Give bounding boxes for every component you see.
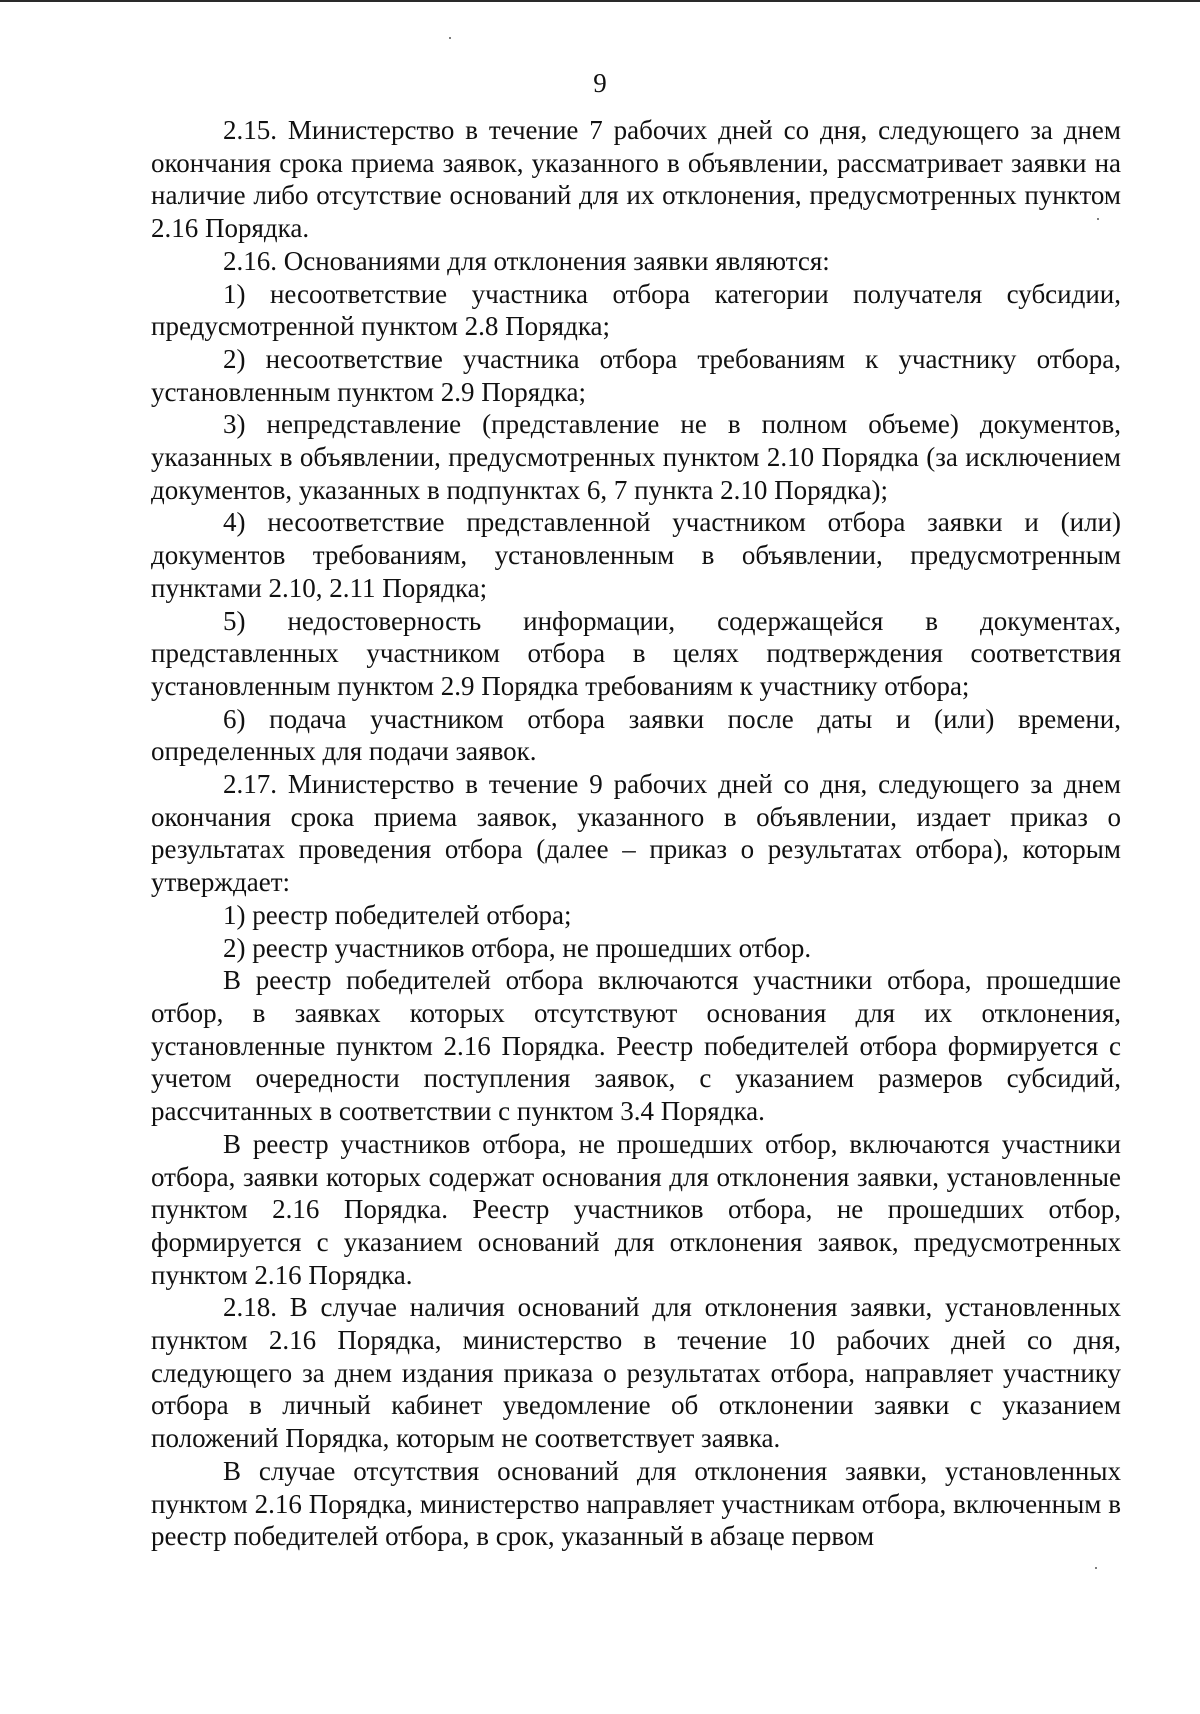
paragraph-2-17: 2.17. Министерство в течение 9 рабочих дней со дня, следующего за днем окончания срока приема заявок, указанного в объявлении, издает приказ о результатах проведения отбора (далее – приказ о результатах отбора), которым утверждает: <box>151 769 1121 898</box>
list-item-2-17-1: 1) реестр победителей отбора; <box>223 899 572 930</box>
paragraph-rejected-registry: В реестр участников отбора, не прошедших отбор, включаются участники отбора, заявки которых содержат основания для отклонения заявки, установленные пунктом 2.16 Порядка. Реестр участников отбора, не прошедших отбор, формируется с указанием оснований для отклонения заявок, предусмотренных пунктом 2.16 Порядка. <box>151 1128 1121 1290</box>
scan-top-edge <box>0 0 1200 2</box>
scan-speck <box>1095 1567 1097 1569</box>
page-number: 9 <box>593 68 607 98</box>
scan-speck <box>449 37 451 39</box>
paragraph-2-18: 2.18. В случае наличия оснований для отклонения заявки, установленных пунктом 2.16 Порядка, министерство в течение 10 рабочих дней со дня, следующего за днем издания приказа о результатах отбора, направляет участнику отбора в личный кабинет уведомление об отклонении заявки с указанием положений Порядка, которым не соответствует заявка. <box>151 1292 1121 1454</box>
paragraph-no-rejection: В случае отсутствия оснований для отклонения заявки, установленных пунктом 2.16 Порядка, министерство направляет участникам отбора, включенным в реестр победителей отбора, в срок, указанный в абзаце первом <box>151 1455 1121 1552</box>
list-item-2-16-2: 2) несоответствие участника отбора требованиям к участнику отбора, установленным пунктом 2.9 Порядка; <box>151 343 1121 407</box>
document-body <box>151 114 1121 1553</box>
paragraph-2-16: 2.16. Основаниями для отклонения заявки являются: <box>223 245 830 276</box>
list-item-2-16-5: 5) недостоверность информации, содержащейся в документах, представленных участником отбора в целях подтверждения соответствия установленным пунктом 2.9 Порядка требованиям к участнику отбора; <box>151 605 1121 701</box>
list-item-2-16-4: 4) несоответствие представленной участником отбора заявки и (или) документов требованиям, установленным в объявлении, предусмотренным пунктами 2.10, 2.11 Порядка; <box>151 507 1121 603</box>
paragraph-2-15: 2.15. Министерство в течение 7 рабочих дней со дня, следующего за днем окончания срока приема заявок, указанного в объявлении, рассматривает заявки на наличие либо отсутствие оснований для их отклонения, предусмотренных пунктом 2.16 Порядка. <box>151 115 1121 244</box>
list-item-2-16-3: 3) непредставление (представление не в полном объеме) документов, указанных в объявлении, предусмотренных пунктом 2.10 Порядка (за исключением документов, указанных в подпунктах 6, 7 пункта 2.10 Порядка); <box>151 409 1121 505</box>
scan-speck <box>1097 218 1099 220</box>
paragraph-winners-registry: В реестр победителей отбора включаются участники отбора, прошедшие отбор, в заявках которых отсутствуют основания для их отклонения, установленные пунктом 2.16 Порядка. Реестр победителей отбора формируется с учетом очередности поступления заявок, с указанием размеров субсидий, рассчитанных в соответствии с пунктом 3.4 Порядка. <box>151 965 1121 1127</box>
list-item-2-17-2: 2) реестр участников отбора, не прошедших отбор. <box>223 932 812 963</box>
list-item-2-16-1: 1) несоответствие участника отбора категории получателя субсидии, предусмотренной пунктом 2.8 Порядка; <box>151 278 1121 342</box>
list-item-2-16-6: 6) подача участником отбора заявки после даты и (или) времени, определенных для подачи заявок. <box>151 703 1121 767</box>
